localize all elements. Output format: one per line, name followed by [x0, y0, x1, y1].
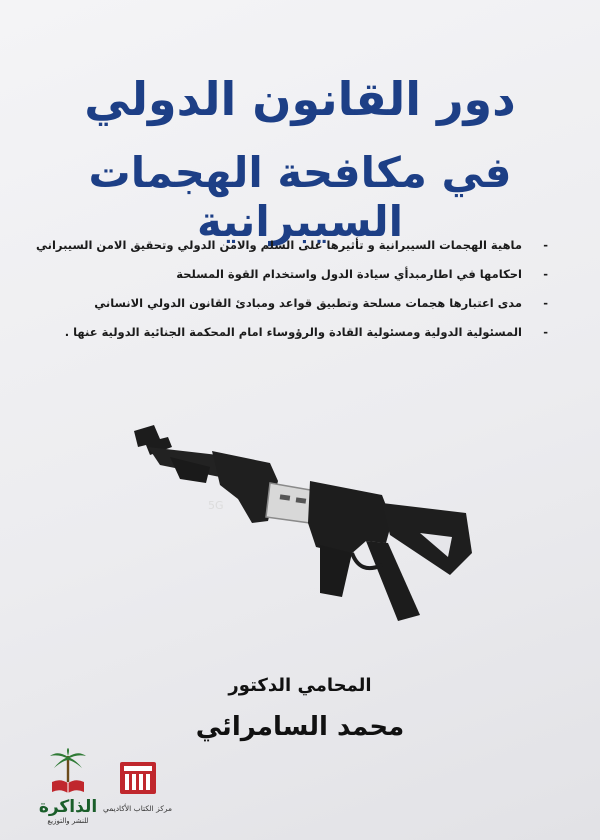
publisher-subtitle: للنشر والتوزيع: [47, 817, 89, 825]
bullet-dash: -: [543, 267, 548, 281]
usb-5g-label: 5G: [208, 499, 224, 512]
bullet-dash: -: [543, 325, 548, 339]
topic-text: احكامها في اطارمبدأي سيادة الدول واستخدام القوة المسلحة: [176, 267, 522, 281]
publisher-logo-academic-center: [104, 758, 172, 813]
bullet-dash: -: [543, 238, 548, 252]
topic-text: ماهية الهجمات السيبرانية و تأثيرها على السلم والامن الدولي وتحقيق الامن السيبراني: [36, 238, 522, 252]
topic-text: المسئولية الدولية ومسئولية القادة والرؤوساء امام المحكمة الجنائية الدولية عنها .: [64, 325, 522, 339]
library-building-icon: [118, 758, 158, 798]
publisher-logo-dhakira: [38, 748, 98, 825]
publisher-name: مركز الكتاب الأكاديمي: [103, 804, 172, 813]
bullet-dash: -: [543, 296, 548, 310]
topic-item: [36, 237, 548, 266]
topics-list: [36, 237, 548, 353]
publisher-name: الذاكرة: [38, 797, 98, 817]
author-name: محمد السامرائي: [195, 712, 405, 742]
topic-text: مدى اعتبارها هجمات مسلحة وتطبيق قواعد ومبادئ القانون الدولي الانساني: [94, 296, 522, 310]
book-title-line-2: في مكافحة الهجمات السيبرانية: [88, 148, 512, 246]
topic-item: [62, 324, 548, 353]
author-role: المحامي الدكتور: [228, 675, 372, 696]
palm-book-icon: [46, 748, 90, 794]
topic-item: [62, 266, 548, 295]
usb-rifle-icon: [120, 425, 480, 625]
topic-item: [62, 295, 548, 324]
book-title-line-1: دور القانون الدولي: [84, 72, 516, 126]
